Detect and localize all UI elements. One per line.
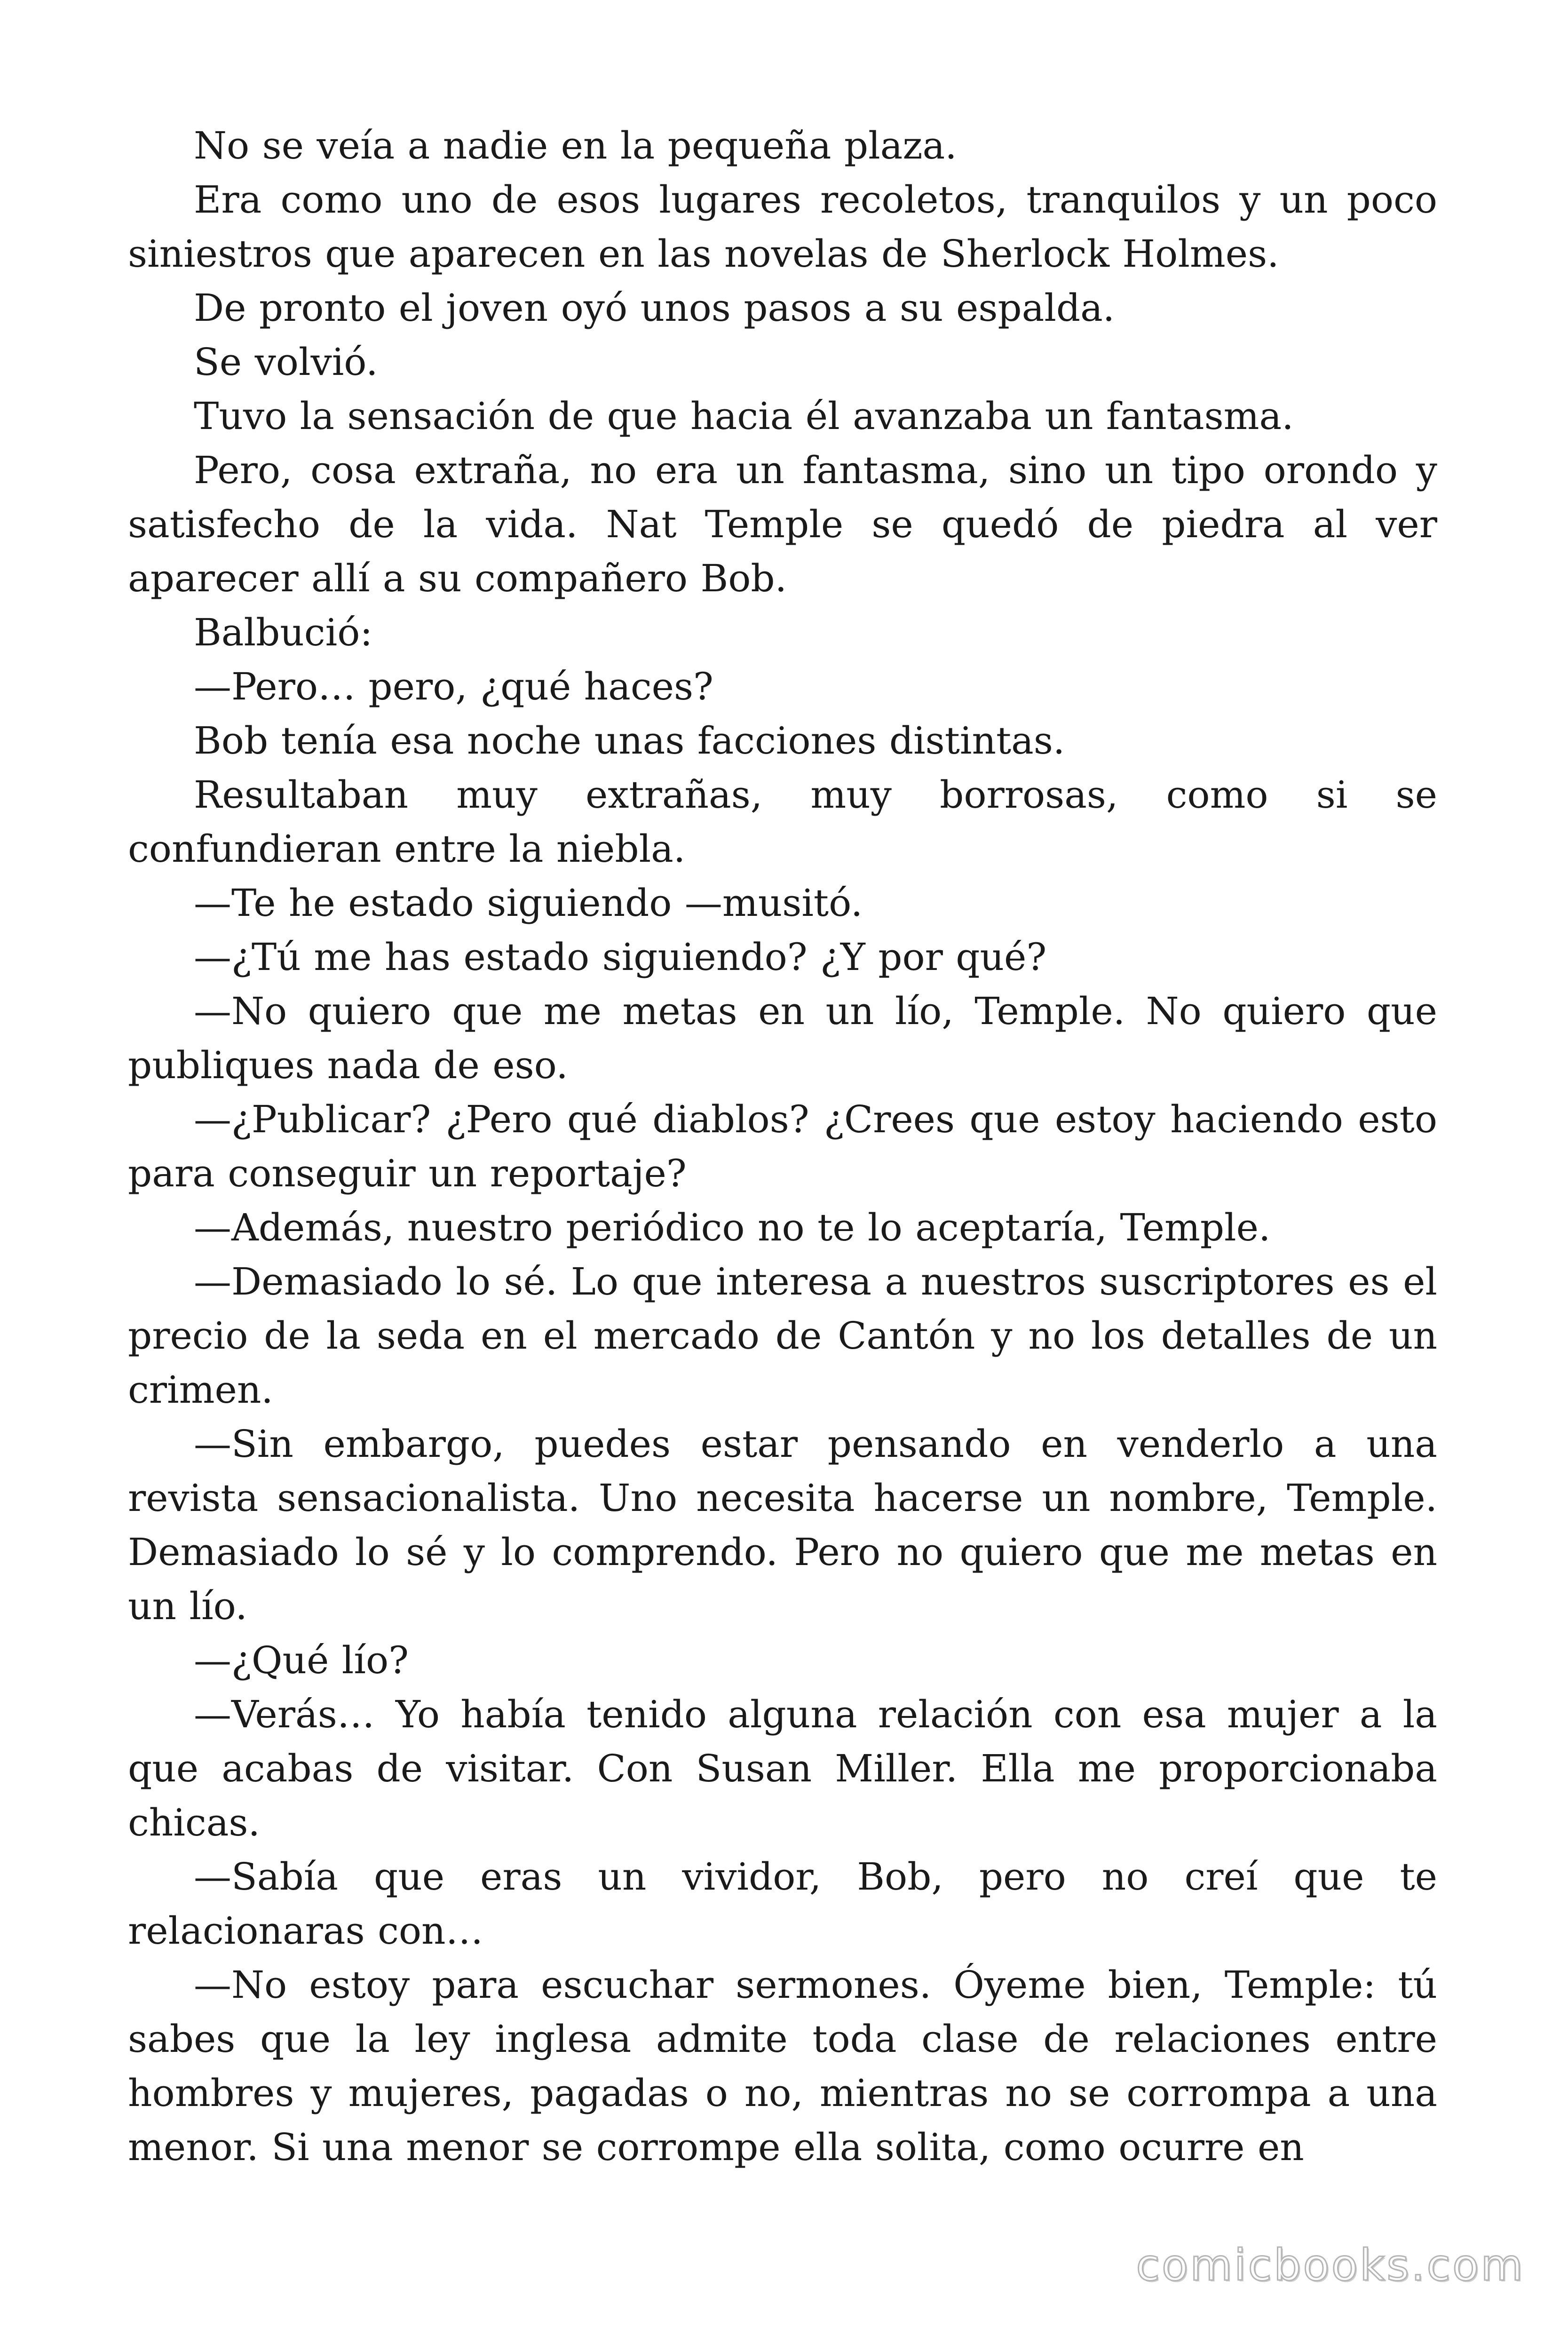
paragraph: —Pero… pero, ¿qué haces? (194, 665, 713, 708)
paragraph: De pronto el joven oyó unos pasos a su espalda. (194, 286, 1115, 330)
paragraph: —¿Tú me has estado siguiendo? ¿Y por qué? (194, 935, 1047, 979)
paragraph: —No estoy para escuchar sermones. Óyeme bien, Temple: tú sabes que la ley inglesa admite toda clase de relaciones entre hombres y mujeres, pagadas o no, mientras no se corrompa a una menor. Si una menor se corrompe ella solita, como ocurre en (128, 1963, 1437, 2169)
paragraph: Pero, cosa extraña, no era un fantasma, sino un tipo orondo y satisfecho de la vida. Nat Temple se quedó de piedra al ver aparecer allí a su compañero Bob. (128, 448, 1437, 600)
paragraph: —¿Publicar? ¿Pero qué diablos? ¿Crees que estoy haciendo esto para conseguir un reportaje? (128, 1097, 1437, 1195)
paragraph: —Verás… Yo había tenido alguna relación con esa mujer a la que acabas de visitar. Con Susan Miller. Ella me proporcionaba chicas. (128, 1692, 1437, 1844)
paragraph: No se veía a nadie en la pequeña plaza. (194, 124, 957, 167)
paragraph: —No quiero que me metas en un lío, Temple. No quiero que publiques nada de eso. (128, 989, 1437, 1087)
paragraph: Se volvió. (194, 340, 378, 384)
paragraph: —Te he estado siguiendo —musitó. (194, 881, 863, 925)
paragraph: —Demasiado lo sé. Lo que interesa a nuestros suscriptores es el precio de la seda en el mercado de Cantón y no los detalles de un crimen. (128, 1260, 1437, 1412)
paragraph: Resultaban muy extrañas, muy borrosas, como si se confundieran entre la niebla. (128, 773, 1437, 871)
watermark: comicbooks.com (1136, 2240, 1525, 2290)
paragraph: Era como uno de esos lugares recoletos, tranquilos y un poco siniestros que aparecen en las novelas de Sherlock Holmes. (128, 178, 1437, 276)
paragraph: —¿Qué lío? (194, 1638, 409, 1682)
paragraph: —Además, nuestro periódico no te lo aceptaría, Temple. (194, 1206, 1271, 1249)
paragraph: —Sabía que eras un vividor, Bob, pero no creí que te relacionaras con… (128, 1855, 1437, 1953)
paragraph: Bob tenía esa noche unas facciones distintas. (194, 719, 1065, 763)
page-text (128, 119, 1437, 2174)
paragraph: —Sin embargo, puedes estar pensando en venderlo a una revista sensacionalista. Uno necesita hacerse un nombre, Temple. Demasiado lo sé y lo comprendo. Pero no quiero que me metas en un lío. (128, 1422, 1437, 1628)
paragraph: Tuvo la sensación de que hacia él avanzaba un fantasma. (194, 394, 1294, 438)
paragraph: Balbució: (194, 611, 373, 654)
